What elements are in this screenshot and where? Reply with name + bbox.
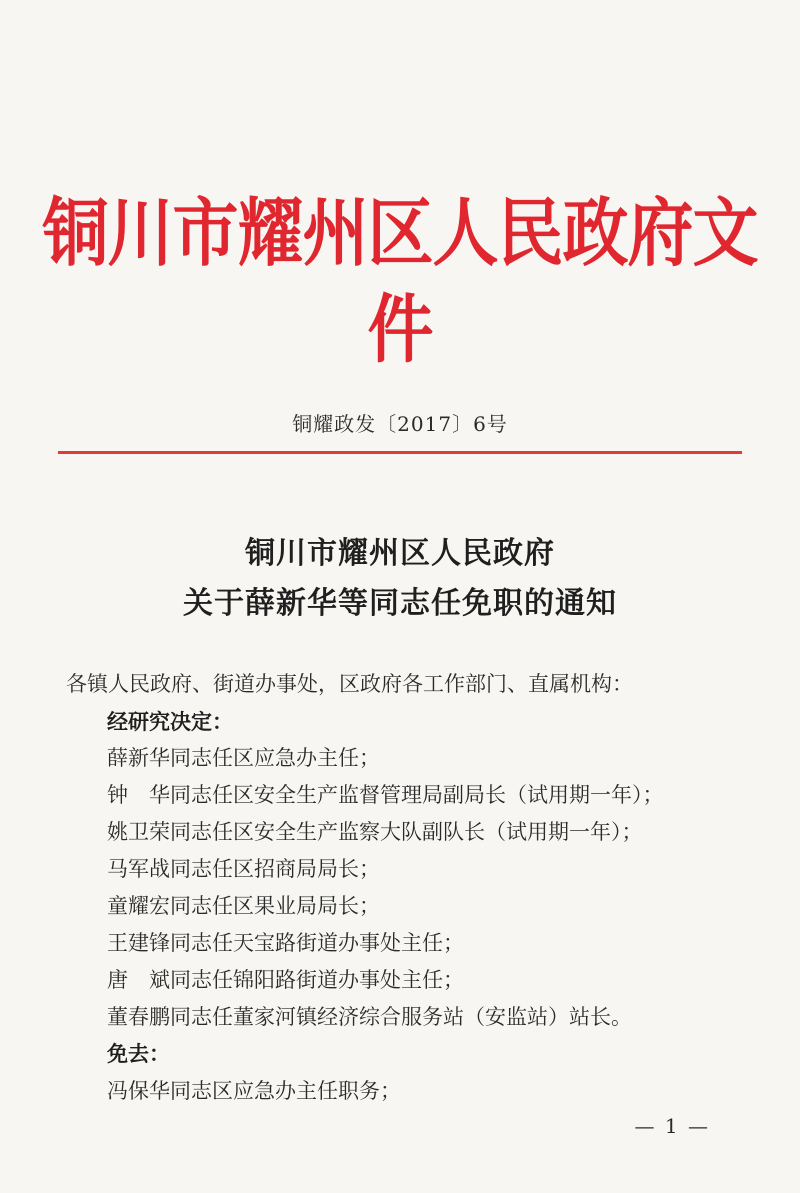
appointment-item: 唐 斌同志任锦阳路街道办事处主任；	[107, 968, 464, 992]
addressee: 各镇人民政府、街道办事处，区政府各工作部门、直属机构：	[66, 672, 633, 696]
removal-item: 冯保华同志区应急办主任职务；	[107, 1079, 401, 1103]
appointment-item: 薛新华同志任区应急办主任；	[107, 746, 380, 770]
decision-heading: 经研究决定：	[107, 709, 233, 734]
masthead-title: 铜川市耀州区人民政府文件	[42, 190, 758, 373]
appointment-item: 王建锋同志任天宝路街道办事处主任；	[107, 931, 464, 955]
page-number: — 1 —	[634, 1114, 710, 1138]
notice-title-line-2: 关于薛新华等同志任免职的通知	[183, 586, 617, 621]
appointment-item: 马军战同志任区招商局局长；	[107, 857, 380, 881]
appointment-item: 董春鹏同志任董家河镇经济综合服务站（安监站）站长。	[107, 1005, 632, 1029]
removal-heading: 免去：	[107, 1041, 170, 1066]
document-number: 铜耀政发〔2017〕6号	[292, 412, 508, 436]
appointment-item: 姚卫荣同志任区安全生产监察大队副队长（试用期一年）；	[107, 820, 643, 844]
notice-title-line-1: 铜川市耀州区人民政府	[245, 536, 555, 571]
red-separator-line	[58, 451, 742, 454]
appointment-item: 童耀宏同志任区果业局局长；	[107, 894, 380, 918]
appointment-item: 钟 华同志任区安全生产监督管理局副局长（试用期一年）；	[107, 783, 664, 807]
